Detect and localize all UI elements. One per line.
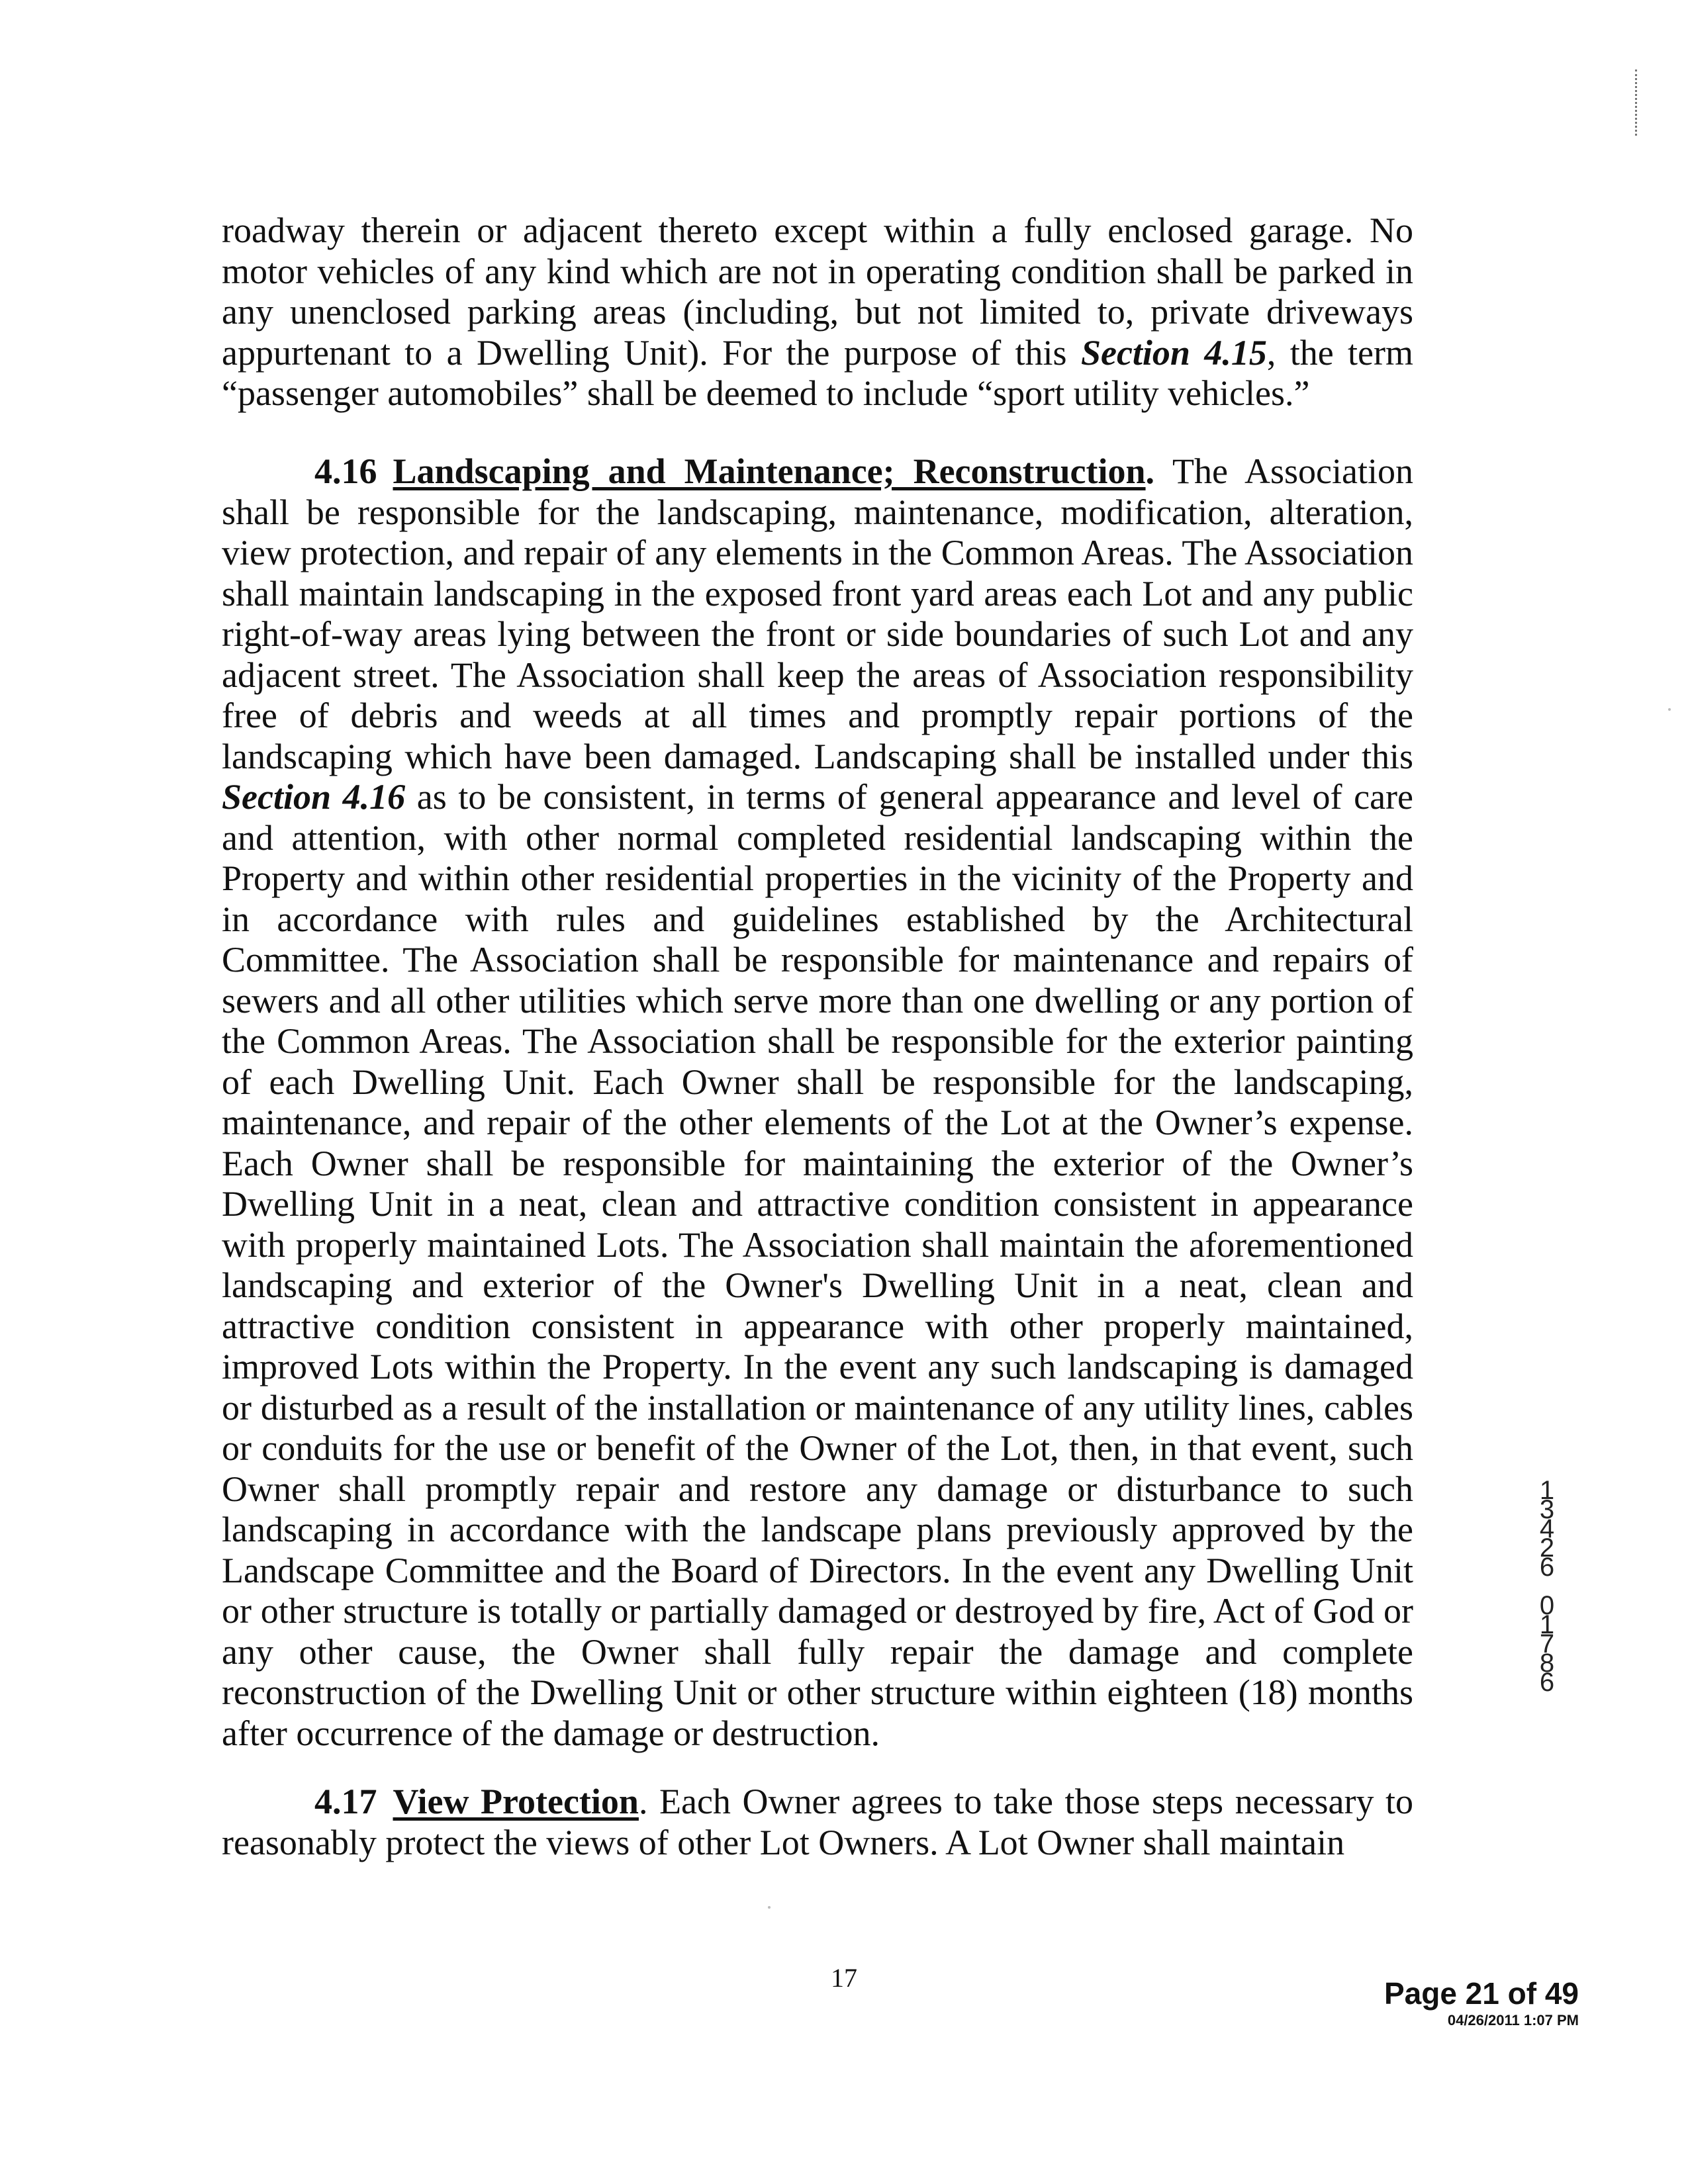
section-number: 4.17	[314, 1782, 377, 1821]
section-heading: View Protection	[393, 1782, 639, 1821]
section-reference: Section 4.16	[222, 777, 406, 817]
recorder-page-stamp: Page 21 of 49	[1383, 1976, 1579, 2011]
scan-speck	[768, 1906, 771, 1909]
section-text-a: The Association shall be responsible for the landscaping, maintenance, modification, alteration, view protection, and repair of any elements in the Common Areas. The Association shall maintain landscaping in the exposed front yard areas each Lot and any public right-of-way areas lying between the front or side boundaries of such Lot and any adjacent street. The Association shall keep the areas of Association responsibility free of debris and weeds at all times and promptly repair portions of the landscaping which have been damaged. Landscaping shall be installed under this	[222, 451, 1413, 776]
paragraph-text-end: , the term “passenger automobiles” shall be deemed to include “sport utility vehicles.”	[222, 332, 1413, 413]
paragraph-continued	[222, 210, 1413, 414]
section-reference: Section 4.15	[1080, 332, 1267, 373]
page-number: 17	[831, 1963, 857, 1993]
section-4-16	[222, 451, 1413, 1754]
scan-edge-mark	[1635, 69, 1641, 136]
heading-period: .	[1145, 451, 1155, 491]
section-number: 4.16	[314, 451, 377, 491]
section-heading: Landscaping and Maintenance; Reconstruction	[393, 451, 1146, 491]
recorder-datetime-stamp: 04/26/2011 1:07 PM	[1447, 2012, 1579, 2028]
margin-recording-number: 1 3 4 2 6 0 1 7 8 6	[1539, 1476, 1555, 1697]
paragraph-text: roadway therein or adjacent thereto except within a fully enclosed garage. No motor vehicles of any kind which are not in operating condition shall be parked in any unenclosed parking areas (including, but not limited to, private driveways appurtenant to a Dwelling Unit). For the purpose of this	[222, 210, 1413, 373]
section-text-b: as to be consistent, in terms of general appearance and level of care and attention, with other normal completed residential landscaping within the Property and within other residential properties in the vicinity of the Property and in accordance with rules and guidelines established by the Architectural Committee. The Association shall be responsible for maintenance and repairs of sewers and all other utilities which serve more than one dwelling or any portion of the Common Areas. The Association shall be responsible for the exterior painting of each Dwelling Unit. Each Owner shall be responsible for the landscaping, maintenance, and repair of the other elements of the Lot at the Owner’s expense. Each Owner shall be responsible for maintaining the exterior of the Owner’s Dwelling Unit in a neat, clean and attractive condition consistent in appearance with properly maintained Lots. The Association shall maintain the aforementioned landscaping and exterior of the Owner's Dwelling Unit in a neat, clean and attractive condition consistent in appearance with other properly maintained, improved Lots within the Property. In the event any such landscaping is damaged or disturbed as a result of the installation or maintenance of any utility lines, cables or conduits for the use or benefit of the Owner of the Lot, then, in that event, such Owner shall promptly repair and restore any damage or disturbance to such landscaping in accordance with the landscape plans previously approved by the Landscape Committee and the Board of Directors. In the event any Dwelling Unit or other structure is totally or partially damaged or destroyed by fire, Act of God or any other cause, the Owner shall fully repair the damage and complete reconstruction of the Dwelling Unit or other structure within eighteen (18) months after occurrence of the damage or destruction.	[222, 777, 1413, 1753]
section-text: . Each Owner agrees to take those steps necessary to reasonably protect the views of other Lot Owners. A Lot Owner shall maintain	[222, 1782, 1414, 1862]
scan-speck	[1668, 708, 1671, 711]
section-4-17	[222, 1782, 1413, 1863]
